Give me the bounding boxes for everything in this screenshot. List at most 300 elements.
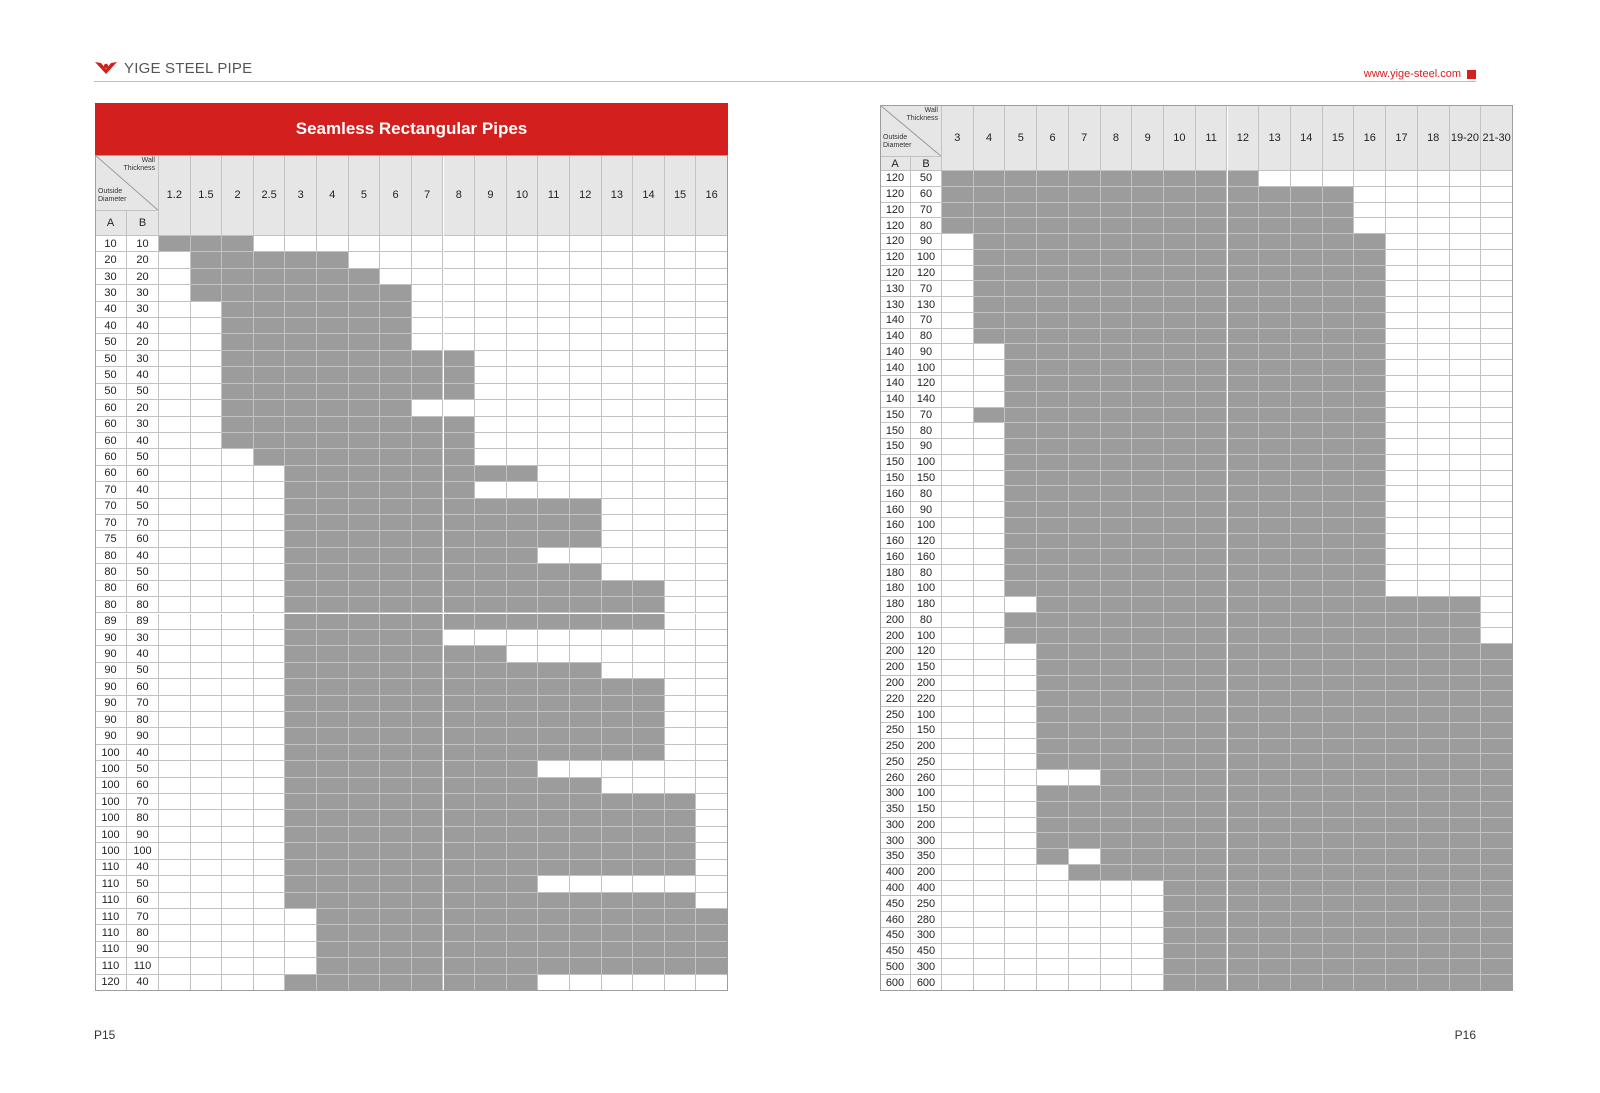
available-size-cell [1196, 486, 1228, 502]
available-size-cell [317, 252, 349, 268]
row-dimension-b: 90 [911, 502, 942, 518]
row-dimension-b: 100 [911, 628, 942, 644]
available-size-cell [538, 827, 570, 843]
row-dimension-a: 110 [95, 893, 127, 909]
available-size-cell [380, 942, 412, 958]
empty-cell [1418, 581, 1450, 597]
rectangular-pipes-table-continued [880, 105, 1513, 991]
available-size-cell [1196, 329, 1228, 345]
empty-cell [222, 975, 254, 991]
empty-cell [633, 285, 665, 301]
available-size-cell [1354, 455, 1386, 471]
available-size-cell [1069, 833, 1101, 849]
available-size-cell [317, 696, 349, 712]
available-size-cell [1228, 881, 1260, 897]
empty-cell [1418, 392, 1450, 408]
available-size-cell [1196, 376, 1228, 392]
available-size-cell [1450, 660, 1482, 676]
available-size-cell [349, 482, 381, 498]
available-size-cell [254, 449, 286, 465]
empty-cell [696, 433, 728, 449]
empty-cell [1005, 754, 1037, 770]
available-size-cell [475, 499, 507, 515]
available-size-cell [349, 466, 381, 482]
available-size-cell [1164, 613, 1196, 629]
available-size-cell [1481, 833, 1513, 849]
empty-cell [1450, 392, 1482, 408]
empty-cell [1450, 581, 1482, 597]
available-size-cell [1323, 613, 1355, 629]
available-size-cell [1259, 691, 1291, 707]
empty-cell [942, 912, 974, 928]
available-size-cell [1386, 739, 1418, 755]
row-dimension-a: 110 [95, 925, 127, 941]
available-size-cell [1069, 660, 1101, 676]
row-dimension-a: 10 [95, 236, 127, 252]
row-dimension-b: 200 [911, 865, 942, 881]
available-size-cell [475, 778, 507, 794]
empty-cell [159, 909, 191, 925]
available-size-cell [1418, 723, 1450, 739]
row-dimension-a: 300 [880, 786, 911, 802]
available-size-cell [1323, 534, 1355, 550]
available-size-cell [1228, 975, 1260, 991]
available-size-cell [1132, 770, 1164, 786]
empty-cell [1481, 313, 1513, 329]
available-size-cell [1005, 187, 1037, 203]
empty-cell [159, 269, 191, 285]
available-size-cell [1291, 912, 1323, 928]
empty-cell [942, 770, 974, 786]
available-size-cell [1132, 581, 1164, 597]
available-size-cell [380, 876, 412, 892]
empty-cell [538, 384, 570, 400]
empty-cell [191, 876, 223, 892]
empty-cell [254, 696, 286, 712]
available-size-cell [570, 597, 602, 613]
empty-cell [475, 367, 507, 383]
available-size-cell [1196, 392, 1228, 408]
empty-cell [696, 334, 728, 350]
available-size-cell [285, 975, 317, 991]
available-size-cell [380, 614, 412, 630]
available-size-cell [507, 843, 539, 859]
available-size-cell [1259, 360, 1291, 376]
available-size-cell [1196, 818, 1228, 834]
available-size-cell [349, 696, 381, 712]
available-size-cell [1291, 959, 1323, 975]
available-size-cell [475, 597, 507, 613]
empty-cell [1418, 360, 1450, 376]
empty-cell [1005, 881, 1037, 897]
row-dimension-b: 70 [127, 696, 159, 712]
row-dimension-b: 80 [911, 565, 942, 581]
available-size-cell [1323, 392, 1355, 408]
available-size-cell [1164, 628, 1196, 644]
empty-cell [1450, 502, 1482, 518]
available-size-cell [1164, 912, 1196, 928]
available-size-cell [1228, 218, 1260, 234]
column-header-a: A [95, 211, 127, 236]
available-size-cell [942, 203, 974, 219]
empty-cell [444, 334, 476, 350]
available-size-cell [1323, 360, 1355, 376]
available-size-cell [1037, 613, 1069, 629]
available-size-cell [1354, 581, 1386, 597]
available-size-cell [1386, 912, 1418, 928]
available-size-cell [1164, 865, 1196, 881]
site-url[interactable]: www.yige-steel.com [1363, 68, 1461, 80]
empty-cell [1481, 534, 1513, 550]
available-size-cell [412, 679, 444, 695]
available-size-cell [1354, 660, 1386, 676]
available-size-cell [1450, 707, 1482, 723]
row-dimension-b: 90 [911, 344, 942, 360]
available-size-cell [380, 334, 412, 350]
available-size-cell [1196, 471, 1228, 487]
available-size-cell [285, 712, 317, 728]
available-size-cell [285, 269, 317, 285]
available-size-cell [1259, 266, 1291, 282]
available-size-cell [285, 810, 317, 826]
available-size-cell [1481, 676, 1513, 692]
empty-cell [1450, 187, 1482, 203]
available-size-cell [380, 417, 412, 433]
row-dimension-a: 100 [95, 827, 127, 843]
available-size-cell [1228, 660, 1260, 676]
available-size-cell [1069, 266, 1101, 282]
available-size-cell [1101, 707, 1133, 723]
available-size-cell [1069, 581, 1101, 597]
empty-cell [222, 778, 254, 794]
empty-cell [942, 502, 974, 518]
empty-cell [191, 794, 223, 810]
available-size-cell [1037, 549, 1069, 565]
available-size-cell [1101, 818, 1133, 834]
available-size-cell [538, 925, 570, 941]
available-size-cell [570, 531, 602, 547]
empty-cell [538, 482, 570, 498]
available-size-cell [1037, 471, 1069, 487]
empty-cell [159, 482, 191, 498]
available-size-cell [1164, 723, 1196, 739]
empty-cell [254, 679, 286, 695]
empty-cell [942, 313, 974, 329]
empty-cell [538, 302, 570, 318]
available-size-cell [1481, 723, 1513, 739]
available-size-cell [412, 663, 444, 679]
available-size-cell [317, 466, 349, 482]
row-dimension-a: 90 [95, 696, 127, 712]
empty-cell [1481, 203, 1513, 219]
row-dimension-b: 90 [911, 439, 942, 455]
available-size-cell [475, 712, 507, 728]
available-size-cell [380, 630, 412, 646]
empty-cell [254, 466, 286, 482]
available-size-cell [1164, 660, 1196, 676]
available-size-cell [1323, 818, 1355, 834]
row-dimension-b: 90 [127, 728, 159, 744]
row-dimension-b: 60 [127, 778, 159, 794]
available-size-cell [1228, 676, 1260, 692]
empty-cell [1132, 896, 1164, 912]
empty-cell [159, 285, 191, 301]
available-size-cell [1291, 250, 1323, 266]
empty-cell [602, 236, 634, 252]
available-size-cell [1291, 455, 1323, 471]
thickness-header: 13 [1259, 105, 1291, 171]
row-dimension-b: 150 [911, 802, 942, 818]
empty-cell [159, 876, 191, 892]
row-dimension-b: 200 [911, 739, 942, 755]
empty-cell [222, 564, 254, 580]
available-size-cell [285, 614, 317, 630]
empty-cell [1418, 344, 1450, 360]
available-size-cell [1101, 739, 1133, 755]
empty-cell [696, 466, 728, 482]
available-size-cell [974, 234, 1006, 250]
thickness-header: 9 [475, 155, 507, 236]
available-size-cell [317, 843, 349, 859]
row-dimension-b: 100 [911, 518, 942, 534]
empty-cell [1418, 250, 1450, 266]
empty-cell [159, 433, 191, 449]
available-size-cell [475, 810, 507, 826]
available-size-cell [974, 187, 1006, 203]
available-size-cell [1228, 423, 1260, 439]
empty-cell [1386, 250, 1418, 266]
available-size-cell [1481, 644, 1513, 660]
empty-cell [538, 548, 570, 564]
empty-cell [1450, 313, 1482, 329]
empty-cell [444, 236, 476, 252]
row-dimension-b: 400 [911, 881, 942, 897]
available-size-cell [317, 663, 349, 679]
available-size-cell [1481, 881, 1513, 897]
available-size-cell [1291, 660, 1323, 676]
empty-cell [222, 843, 254, 859]
empty-cell [254, 548, 286, 564]
available-size-cell [1323, 581, 1355, 597]
available-size-cell [1354, 597, 1386, 613]
available-size-cell [1259, 439, 1291, 455]
empty-cell [602, 466, 634, 482]
available-size-cell [665, 958, 697, 974]
available-size-cell [349, 646, 381, 662]
available-size-cell [538, 810, 570, 826]
available-size-cell [507, 794, 539, 810]
available-size-cell [1323, 959, 1355, 975]
row-dimension-b: 60 [127, 679, 159, 695]
available-size-cell [444, 367, 476, 383]
thickness-header: 14 [1291, 105, 1323, 171]
empty-cell [191, 302, 223, 318]
available-size-cell [444, 597, 476, 613]
available-size-cell [1005, 549, 1037, 565]
available-size-cell [191, 236, 223, 252]
available-size-cell [349, 794, 381, 810]
available-size-cell [1291, 818, 1323, 834]
empty-cell [696, 597, 728, 613]
available-size-cell [1132, 423, 1164, 439]
available-size-cell [380, 860, 412, 876]
available-size-cell [285, 400, 317, 416]
available-size-cell [1418, 754, 1450, 770]
available-size-cell [1259, 754, 1291, 770]
available-size-cell [1069, 203, 1101, 219]
available-size-cell [538, 778, 570, 794]
available-size-cell [602, 827, 634, 843]
empty-cell [1386, 234, 1418, 250]
available-size-cell [1037, 313, 1069, 329]
empty-cell [942, 881, 974, 897]
empty-cell [665, 400, 697, 416]
available-size-cell [1228, 944, 1260, 960]
available-size-cell [1323, 944, 1355, 960]
available-size-cell [317, 581, 349, 597]
available-size-cell [538, 663, 570, 679]
available-size-cell [317, 942, 349, 958]
empty-cell [1418, 455, 1450, 471]
available-size-cell [1323, 707, 1355, 723]
available-size-cell [1291, 881, 1323, 897]
available-size-cell [1132, 691, 1164, 707]
column-header-a: A [880, 157, 911, 171]
empty-cell [974, 518, 1006, 534]
available-size-cell [1323, 754, 1355, 770]
available-size-cell [1418, 818, 1450, 834]
empty-cell [1037, 770, 1069, 786]
empty-cell [1386, 439, 1418, 455]
available-size-cell [1323, 802, 1355, 818]
available-size-cell [412, 958, 444, 974]
row-dimension-b: 40 [127, 646, 159, 662]
empty-cell [349, 236, 381, 252]
empty-cell [538, 761, 570, 777]
header-corner-cell [880, 105, 942, 157]
empty-cell [1481, 502, 1513, 518]
empty-cell [191, 630, 223, 646]
available-size-cell [1037, 660, 1069, 676]
available-size-cell [1481, 865, 1513, 881]
available-size-cell [942, 171, 974, 187]
empty-cell [602, 482, 634, 498]
empty-cell [1386, 565, 1418, 581]
available-size-cell [1101, 408, 1133, 424]
available-size-cell [349, 334, 381, 350]
empty-cell [602, 269, 634, 285]
column-header-b: B [127, 211, 159, 236]
available-size-cell [1323, 723, 1355, 739]
empty-cell [974, 486, 1006, 502]
available-size-cell [1037, 723, 1069, 739]
available-size-cell [1069, 171, 1101, 187]
available-size-cell [1164, 408, 1196, 424]
available-size-cell [1386, 676, 1418, 692]
row-dimension-a: 100 [95, 761, 127, 777]
row-dimension-b: 100 [911, 707, 942, 723]
row-dimension-b: 300 [911, 928, 942, 944]
empty-cell [974, 818, 1006, 834]
row-dimension-a: 70 [95, 482, 127, 498]
available-size-cell [285, 351, 317, 367]
available-size-cell [1481, 660, 1513, 676]
row-dimension-a: 450 [880, 944, 911, 960]
brand-name: YIGE STEEL PIPE [124, 59, 253, 77]
available-size-cell [1069, 502, 1101, 518]
available-size-cell [1228, 581, 1260, 597]
row-dimension-b: 150 [911, 660, 942, 676]
empty-cell [602, 334, 634, 350]
available-size-cell [1069, 739, 1101, 755]
row-dimension-a: 60 [95, 466, 127, 482]
empty-cell [1005, 928, 1037, 944]
available-size-cell [1291, 849, 1323, 865]
available-size-cell [696, 958, 728, 974]
row-dimension-b: 120 [911, 266, 942, 282]
empty-cell [222, 810, 254, 826]
empty-cell [1418, 408, 1450, 424]
empty-cell [942, 676, 974, 692]
available-size-cell [1037, 344, 1069, 360]
available-size-cell [1354, 912, 1386, 928]
available-size-cell [1196, 360, 1228, 376]
empty-cell [1386, 549, 1418, 565]
available-size-cell [1101, 329, 1133, 345]
available-size-cell [1132, 408, 1164, 424]
thickness-header: 5 [1005, 105, 1037, 171]
empty-cell [159, 942, 191, 958]
row-dimension-b: 100 [911, 250, 942, 266]
empty-cell [191, 614, 223, 630]
available-size-cell [1481, 928, 1513, 944]
available-size-cell [1354, 344, 1386, 360]
available-size-cell [285, 417, 317, 433]
available-size-cell [412, 860, 444, 876]
available-size-cell [380, 925, 412, 941]
empty-cell [1037, 959, 1069, 975]
empty-cell [1418, 187, 1450, 203]
available-size-cell [412, 531, 444, 547]
empty-cell [254, 531, 286, 547]
empty-cell [696, 515, 728, 531]
empty-cell [254, 843, 286, 859]
empty-cell [159, 334, 191, 350]
row-dimension-a: 110 [95, 942, 127, 958]
available-size-cell [1101, 518, 1133, 534]
available-size-cell [1323, 912, 1355, 928]
available-size-cell [1291, 218, 1323, 234]
empty-cell [942, 471, 974, 487]
empty-cell [974, 975, 1006, 991]
available-size-cell [1069, 754, 1101, 770]
row-dimension-b: 30 [127, 630, 159, 646]
empty-cell [507, 236, 539, 252]
available-size-cell [1228, 959, 1260, 975]
available-size-cell [1450, 975, 1482, 991]
available-size-cell [380, 482, 412, 498]
empty-cell [1450, 360, 1482, 376]
available-size-cell [1037, 360, 1069, 376]
available-size-cell [1164, 439, 1196, 455]
empty-cell [633, 778, 665, 794]
empty-cell [1481, 423, 1513, 439]
available-size-cell [1291, 802, 1323, 818]
empty-cell [412, 400, 444, 416]
available-size-cell [1418, 849, 1450, 865]
available-size-cell [1132, 802, 1164, 818]
available-size-cell [412, 942, 444, 958]
